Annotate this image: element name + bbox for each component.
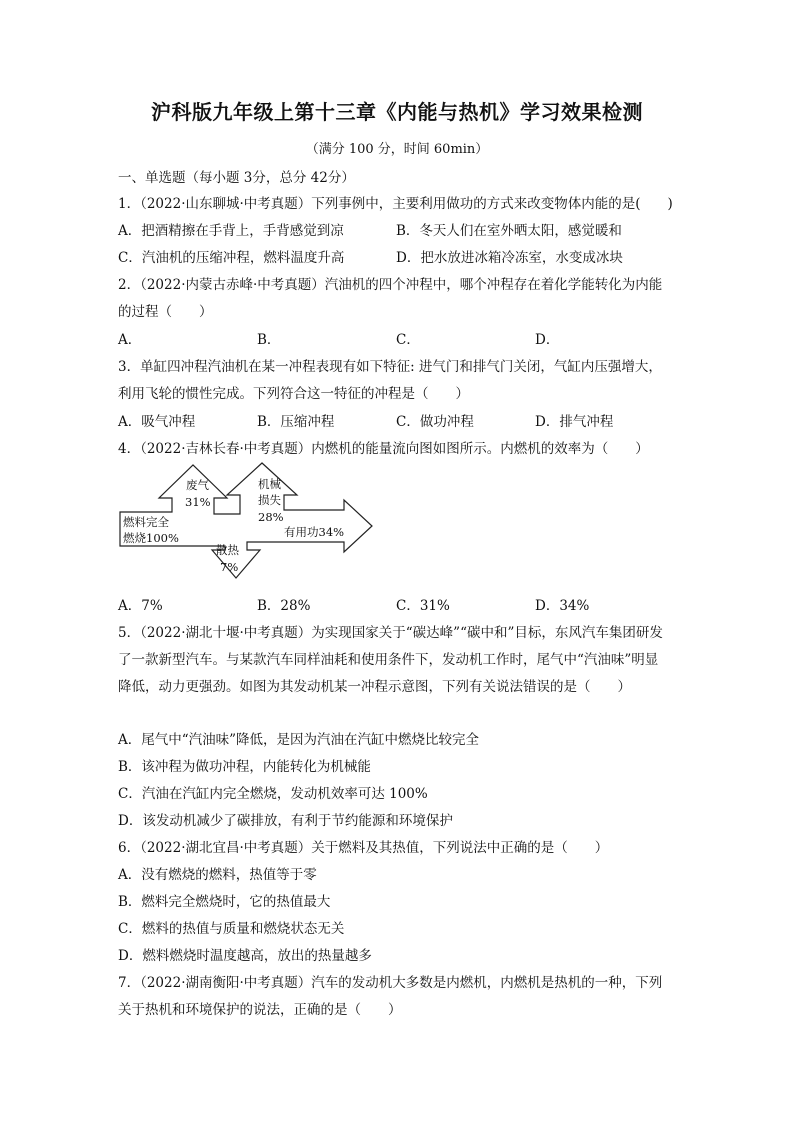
- input-label-line-2: 燃烧100%: [123, 531, 179, 545]
- question-2-option-a[interactable]: A．: [118, 332, 142, 348]
- question-2-option-c[interactable]: C．: [396, 332, 420, 348]
- question-3-stem-line-1: 3．单缸四冲程汽油机在某一冲程表现有如下特征: 进气门和排气门关闭，气缸内压强增大，: [118, 359, 662, 375]
- question-2-stem-line-1: 2．（2022·内蒙古赤峰·中考真题）汽油机的四个冲程中，哪个冲程存在着化学能转化为内能: [118, 277, 663, 293]
- heat-loss-value: 7%: [220, 560, 239, 574]
- useful-work-label: 有用功34%: [284, 525, 345, 539]
- question-1-stem: 1．（2022·山东聊城·中考真题）下列事例中，主要利用做功的方式来改变物体内能的是( ): [118, 196, 673, 212]
- question-5-stem-line-1: 5．（2022·湖北十堰·中考真题）为实现国家关于“碳达峰”“碳中和”目标，东风汽车集团研发: [118, 625, 663, 641]
- question-6-stem: 6．（2022·湖北宜昌·中考真题）关于燃料及其热值，下列说法中正确的是（ ）: [118, 840, 609, 856]
- question-6-option-c[interactable]: C．燃料的热值与质量和燃烧状态无关: [118, 921, 345, 937]
- question-1-option-b[interactable]: B．冬天人们在室外晒太阳，感觉暖和: [396, 223, 622, 239]
- mech-loss-value: 28%: [258, 510, 284, 524]
- question-5-option-d[interactable]: D．该发动机减少了碳排放，有利于节约能源和环境保护: [118, 813, 453, 829]
- question-4-option-c[interactable]: C．31%: [396, 598, 450, 614]
- question-4-option-a[interactable]: A．7%: [118, 598, 163, 614]
- waste-gas-value: 31%: [185, 495, 211, 509]
- question-3-option-c[interactable]: C．做功冲程: [396, 414, 474, 430]
- question-2-option-d[interactable]: D．: [535, 332, 560, 348]
- section-heading: 一、单选题（每小题 3分，总分 42分）: [118, 170, 355, 186]
- question-6-option-a[interactable]: A．没有燃烧的燃料，热值等于零: [118, 867, 317, 883]
- heat-loss-label: 散热: [216, 543, 239, 557]
- question-2-option-b[interactable]: B．: [257, 332, 281, 348]
- question-5-stem-line-2: 了一款新型汽车。与某款汽车同样油耗和使用条件下，发动机工作时，尾气中“汽油味”明显: [118, 652, 659, 668]
- mech-loss-label-line-1: 机械: [258, 477, 281, 491]
- question-3-option-d[interactable]: D．排气冲程: [535, 414, 614, 430]
- question-1-option-c[interactable]: C．汽油机的压缩冲程，燃料温度升高: [118, 250, 345, 266]
- question-5-stem-line-3: 降低，动力更强劲。如图为其发动机某一冲程示意图，下列有关说法错误的是（ ）: [118, 679, 631, 695]
- question-3-stem-line-2: 利用飞轮的惯性完成。下列符合这一特征的冲程是（ ）: [118, 386, 469, 402]
- question-4-option-b[interactable]: B．28%: [257, 598, 311, 614]
- question-1-option-d[interactable]: D．把水放进冰箱冷冻室，水变成冰块: [396, 250, 623, 266]
- question-6-option-b[interactable]: B．燃料完全燃烧时，它的热值最大: [118, 894, 331, 910]
- question-3-option-b[interactable]: B．压缩冲程: [257, 414, 335, 430]
- question-5-option-c[interactable]: C．汽油在汽缸内完全燃烧，发动机效率可达 100%: [118, 786, 428, 802]
- energy-flow-diagram: [112, 460, 382, 585]
- question-3-option-a[interactable]: A．吸气冲程: [118, 414, 196, 430]
- question-5-option-a[interactable]: A．尾气中“汽油味”降低，是因为汽油在汽缸中燃烧比较完全: [118, 732, 480, 748]
- input-label-line-1: 燃料完全: [123, 515, 169, 529]
- question-5-option-b[interactable]: B．该冲程为做功冲程，内能转化为机械能: [118, 759, 371, 775]
- mech-loss-label-line-2: 损失: [258, 493, 281, 507]
- question-1-option-a[interactable]: A．把酒精擦在手背上，手背感觉到凉: [118, 223, 344, 239]
- question-4-stem: 4．（2022·吉林长春·中考真题）内燃机的能量流向图如图所示。内燃机的效率为（ ）: [118, 441, 649, 457]
- question-4-option-d[interactable]: D．34%: [535, 598, 590, 614]
- question-7-stem-line-2: 关于热机和环境保护的说法，正确的是（ ）: [118, 1002, 402, 1018]
- page-title: 沪科版九年级上第十三章《内能与热机》学习效果检测: [151, 100, 643, 124]
- question-7-stem-line-1: 7．（2022·湖南衡阳·中考真题）汽车的发动机大多数是内燃机，内燃机是热机的一种，下列: [118, 975, 663, 991]
- page-subtitle: （满分 100 分，时间 60min）: [305, 142, 489, 157]
- question-6-option-d[interactable]: D．燃料燃烧时温度越高，放出的热量越多: [118, 948, 372, 964]
- question-2-stem-line-2: 的过程（ ）: [118, 304, 213, 320]
- waste-gas-label: 废气: [186, 478, 209, 492]
